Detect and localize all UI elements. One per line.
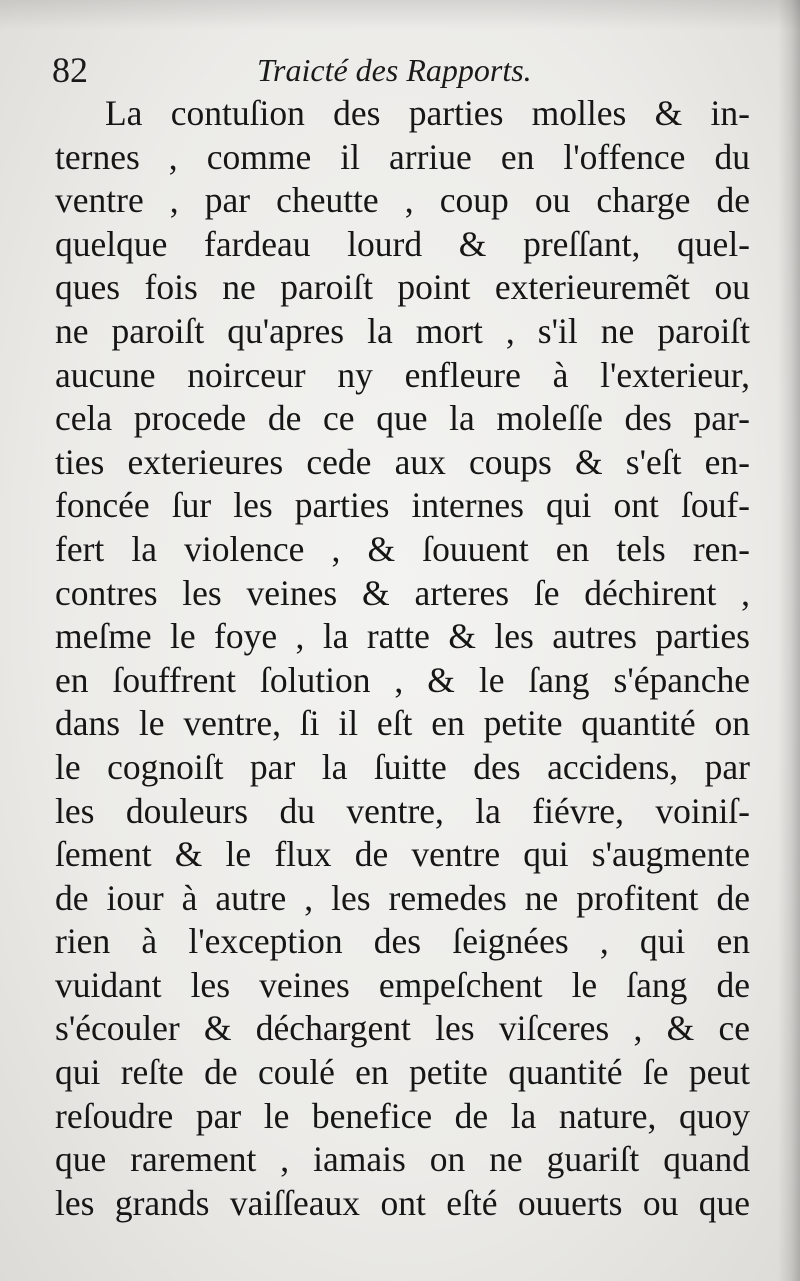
text-line: ſement & le flux de ventre qui s'augmente	[55, 834, 750, 875]
top-edge-shadow	[0, 0, 800, 30]
text-line: de iour à autre , les remedes ne profitent de	[55, 877, 750, 918]
text-line: meſme le foye , la ratte & les autres parties	[55, 616, 750, 657]
text-line: en ſouffrent ſolution , & le ſang s'épanche	[55, 659, 750, 700]
text-line: ques fois ne paroiſt point exterieuremẽt ou	[55, 267, 750, 308]
text-line: que rarement , iamais on ne guariſt quand	[55, 1139, 750, 1180]
text-line: ne paroiſt qu'apres la mort , s'il ne paroiſt	[55, 310, 750, 351]
text-line: dans le ventre, ſi il eſt en petite quantité on	[55, 703, 750, 744]
text-line: reſoudre par le benefice de la nature, quoy	[55, 1095, 750, 1136]
text-line: foncée ſur les parties internes qui ont ſouf-	[55, 485, 750, 526]
text-line: vuidant les veines empeſchent le ſang de	[55, 964, 750, 1005]
body-text	[55, 92, 750, 1225]
text-line: qui reſte de coulé en petite quantité ſe peut	[55, 1052, 750, 1093]
text-line: les douleurs du ventre, la fiévre, voiniſ-	[55, 790, 750, 831]
page-edge-shadow	[778, 0, 800, 1281]
running-title: Traicté des Rapports.	[257, 52, 532, 88]
page-number: 82	[52, 50, 88, 90]
text-line: quelque fardeau lourd & preſſant, quel-	[55, 223, 750, 264]
text-line: cela procede de ce que la moleſſe des par-	[55, 398, 750, 439]
text-line: le cognoiſt par la ſuitte des accidens, par	[55, 746, 750, 787]
text-line: les grands vaiſſeaux ont eſté ouuerts ou que	[55, 1182, 750, 1223]
text-line: La contuſion des parties molles & in-	[105, 93, 750, 133]
text-line: ventre , par cheutte , coup ou charge de	[55, 180, 750, 221]
text-line: contres les veines & arteres ſe déchirent ,	[55, 572, 750, 613]
text-line: ties exterieures cede aux coups & s'eſt en-	[55, 441, 750, 482]
text-line: rien à l'exception des ſeignées , qui en	[55, 921, 750, 962]
text-line: s'écouler & déchargent les viſceres , & ce	[55, 1008, 750, 1049]
text-line: ternes , comme il arriue en l'offence du	[55, 136, 750, 177]
running-head	[52, 48, 752, 92]
text-line: fert la violence , & ſouuent en tels ren-	[55, 528, 750, 569]
text-line: aucune noirceur ny enfleure à l'exterieur,	[55, 354, 750, 395]
